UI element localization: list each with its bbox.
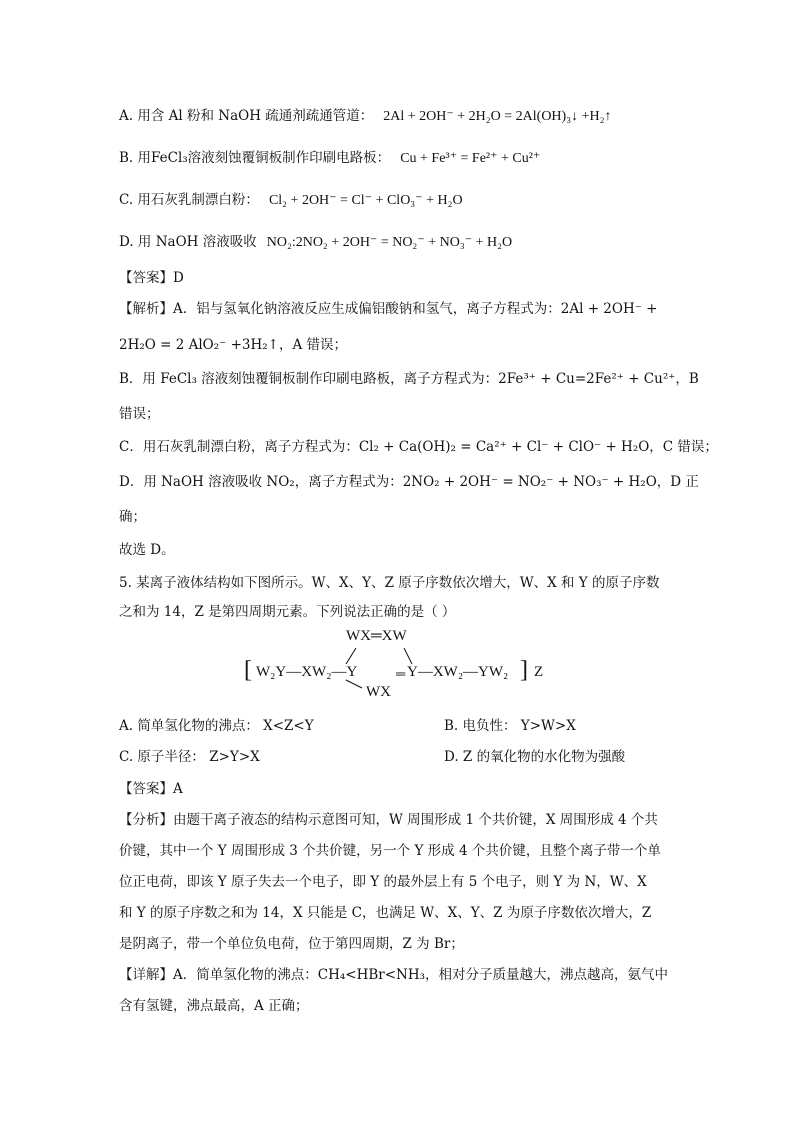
option-d-label: D. 用 NaOH 溶液吸收: [119, 234, 257, 250]
q4-analysis-line: 【解析】A．铝与氢氧化钠溶液反应生成偏铝酸钠和氢气，离子方程式为：2Al + 2OH⁻ +: [119, 301, 658, 317]
q5-option-d: D. Z 的氧化物的水化物为强酸: [444, 749, 626, 765]
q4-analysis-line: 确；: [119, 509, 146, 525]
option-c: [119, 190, 679, 211]
q5-analysis-line: 是阴离子，带一个单位负电荷，位于第四周期，Z 为 Br；: [119, 936, 464, 952]
option-a: [119, 106, 679, 127]
q5-stem-line: 之和为 14，Z 是第四周期元素。下列说法正确的是（ ）: [119, 604, 456, 620]
q5-analysis-line: 位正电荷，即该 Y 原子失去一个电子，即 Y 的最外层上有 5 个电子，则 Y 为 N，W、X: [119, 874, 647, 890]
option-a-label: A. 用含 Al 粉和 NaOH 疏通剂疏通管道：: [119, 108, 374, 124]
q4-analysis-line: B．用 FeCl₃ 溶液刻蚀覆铜板制作印刷电路板，离子方程式为：2Fe³⁺ + Cu=2Fe²⁺ + Cu²⁺，B: [119, 371, 699, 387]
q5-stem-line: 5. 某离子液体结构如下图所示。W、X、Y、Z 原子序数依次增大，W、X 和 Y 的原子序数: [119, 575, 660, 591]
q4-analysis-line: D．用 NaOH 溶液吸收 NO₂，离子方程式为：2NO₂ + 2OH⁻ = NO₂⁻ + NO₃⁻ + H₂O，D 正: [119, 474, 699, 490]
q4-analysis-line: 故选 D。: [119, 542, 175, 558]
q5-analysis-line: 价键，其中一个 Y 周围形成 3 个共价键，另一个 Y 形成 4 个共价键，且整个离子带一个单: [119, 843, 661, 859]
option-a-equation: 2Al + 2OH⁻ + 2H₂O = 2Al(OH)₃↓ +H₂↑: [383, 109, 612, 124]
option-c-equation: Cl₂ + 2OH⁻ = Cl⁻ + ClO₃⁻ + H₂O: [268, 193, 463, 208]
structure-bottom-ring: WX: [366, 684, 391, 700]
option-d: [119, 232, 679, 253]
structure-anion: Z: [534, 664, 544, 680]
option-b-equation: Cu + Fe³⁺ = Fe²⁺ + Cu²⁺: [400, 151, 541, 166]
option-b: [119, 148, 679, 169]
q4-analysis-line: 2H₂O = 2 AlO₂⁻ +3H₂↑，A 错误；: [119, 337, 348, 353]
structure-double-bond: ═: [396, 666, 406, 681]
q5-option-a: A. 简单氢化物的沸点： X<Z<Y: [119, 718, 314, 734]
ionic-liquid-structure: [244, 628, 564, 704]
q5-analysis-line: 【分析】由题干离子液态的结构示意图可知，W 周围形成 1 个共价键，X 周围形成 4 个共: [119, 812, 658, 828]
q5-detail-line: 含有氢键，沸点最高，A 正确；: [119, 998, 309, 1014]
q5-detail-line: 【详解】A．简单氢化物的沸点：CH₄<HBr<NH₃，相对分子质量越大，沸点越高，氨气中: [119, 967, 669, 983]
structure-top-ring: WX═XW: [346, 628, 407, 644]
q4-analysis-line: 错误；: [119, 406, 160, 422]
right-bracket: ]: [520, 657, 528, 683]
q4-answer: 【答案】D: [119, 270, 184, 286]
q5-option-b: B. 电负性： Y>W>X: [444, 718, 576, 734]
q5-analysis-line: 和 Y 的原子序数之和为 14，X 只能是 C，也满足 W、X、Y、Z 为原子序数依次增大，Z: [119, 905, 652, 921]
q4-analysis-line: C．用石灰乳制漂白粉，离子方程式为：Cl₂ + Ca(OH)₂ = Ca²⁺ + Cl⁻ + ClO⁻ + H₂O，C 错误；: [119, 439, 718, 455]
option-b-label: B. 用FeCl₃溶液刻蚀覆铜板制作印刷电路板：: [119, 150, 391, 166]
q5-option-c: C. 原子半径： Z>Y>X: [119, 749, 260, 765]
option-d-equation: NO₂:2NO₂ + 2OH⁻ = NO₂⁻ + NO₃⁻ + H₂O: [266, 235, 513, 250]
option-c-label: C. 用石灰乳制漂白粉：: [119, 192, 259, 208]
structure-left-chain: W₂Y—XW₂—Y: [256, 664, 358, 680]
left-bracket: [: [244, 657, 252, 683]
q5-answer: 【答案】A: [119, 781, 183, 797]
structure-right-chain: Y—XW₂—YW₂: [407, 664, 509, 680]
